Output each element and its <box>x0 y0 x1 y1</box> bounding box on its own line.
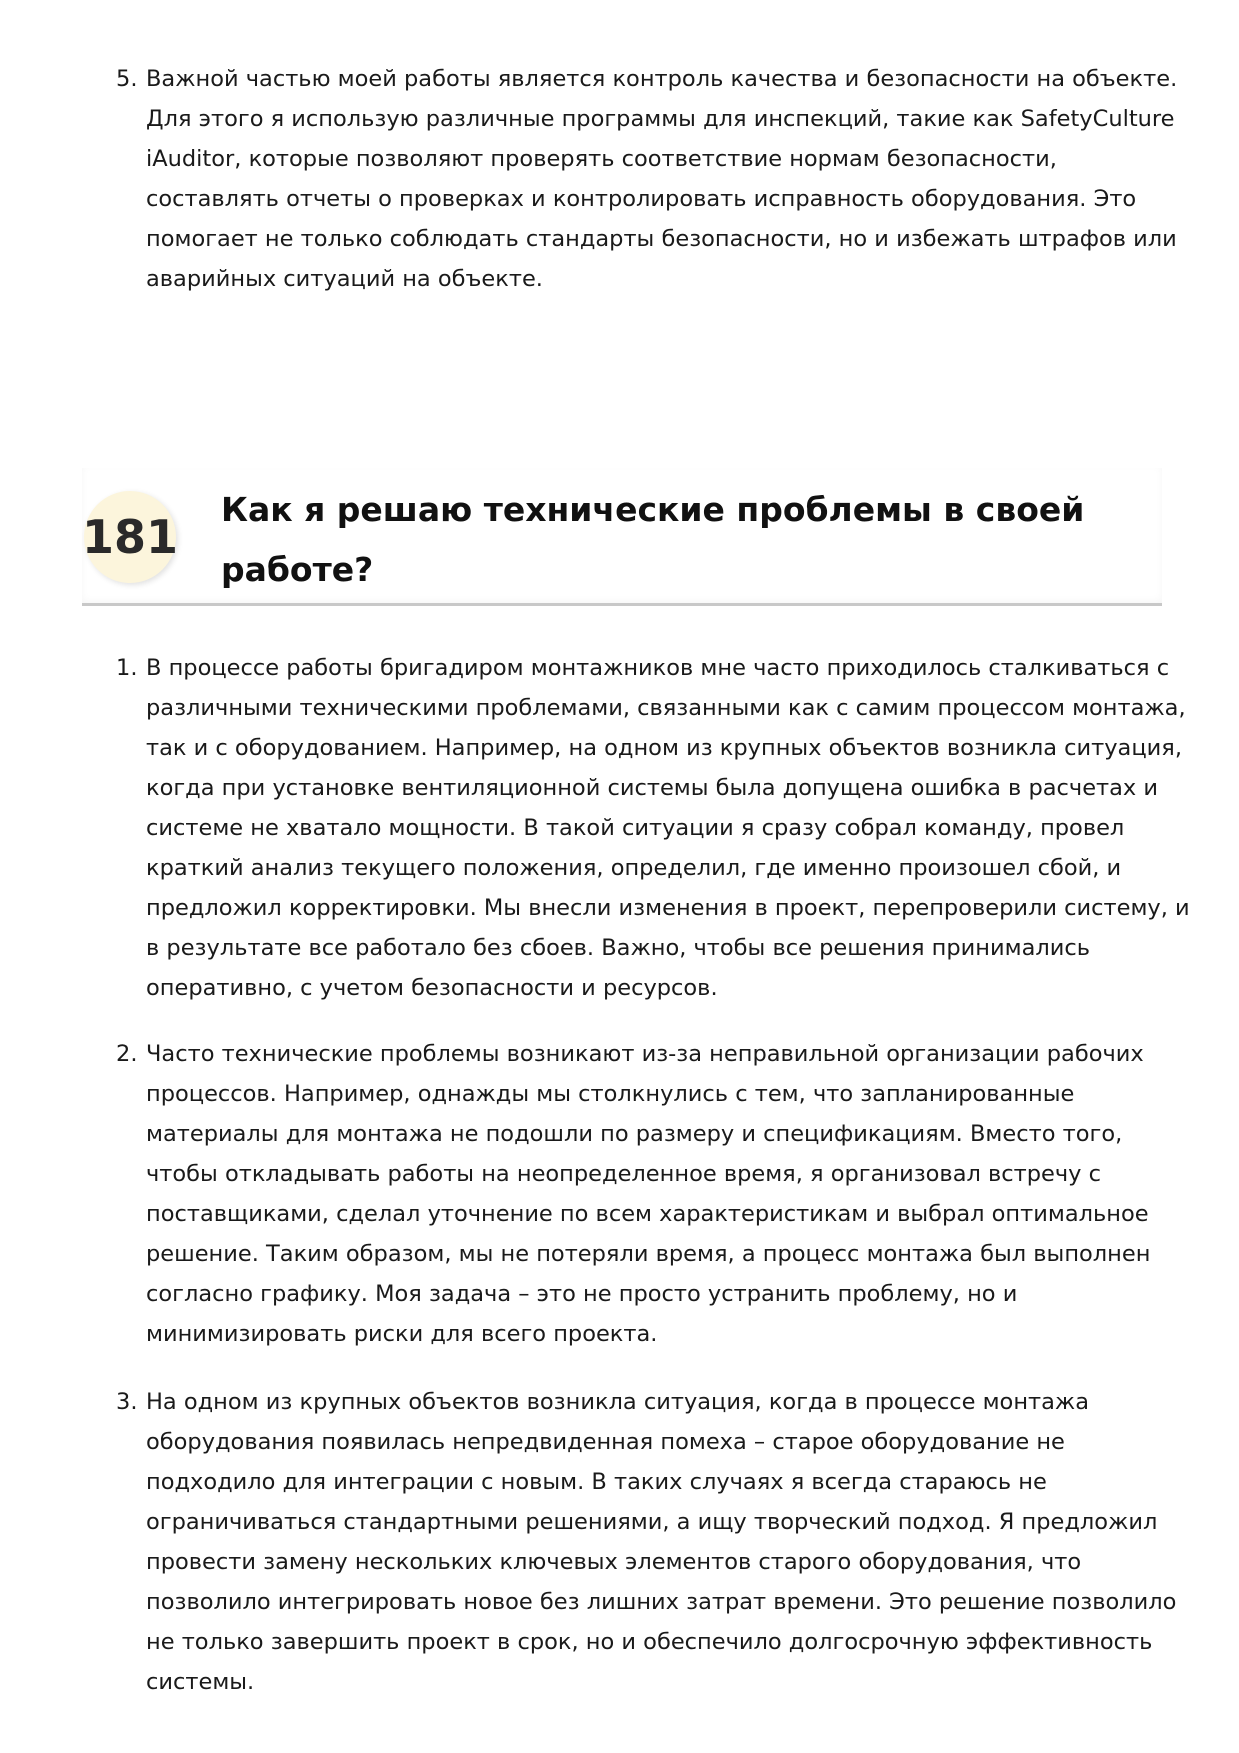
text-line: так и с оборудованием. Например, на одном из крупных объектов возникла ситуация, <box>146 735 1182 761</box>
text-line: поставщиками, сделал уточнение по всем характеристикам и выбрал оптимальное <box>146 1201 1149 1227</box>
text-line: краткий анализ текущего положения, определил, где именно произошел сбой, и <box>146 855 1122 881</box>
list-item <box>116 1382 1177 1702</box>
text-line: системе не хватало мощности. В такой ситуации я сразу собрал команду, провел <box>146 815 1125 841</box>
list-item-text <box>146 1034 1161 1354</box>
text-line: оперативно, с учетом безопасности и ресурсов. <box>146 975 718 1001</box>
text-line: материалы для монтажа не подошли по размеру и спецификациям. Вместо того, <box>146 1121 1123 1147</box>
text-line: процессов. Например, однажды мы столкнулись с тем, что запланированные <box>146 1081 1075 1107</box>
text-line: предложил корректировки. Мы внесли изменения в проект, перепроверили систему, и <box>146 895 1190 921</box>
text-line: когда при установке вентиляционной системы была допущена ошибка в расчетах и <box>146 775 1159 801</box>
section-title-line: работе? <box>221 550 374 589</box>
list-item <box>116 59 1178 299</box>
text-line: системы. <box>146 1669 255 1695</box>
text-line: Важной частью моей работы является контроль качества и безопасности на объекте. <box>146 66 1178 92</box>
text-line: аварийных ситуаций на объекте. <box>146 266 543 292</box>
text-line: согласно графику. Моя задача – это не просто устранить проблему, но и <box>146 1281 1018 1307</box>
text-line: решение. Таким образом, мы не потеряли время, а процесс монтажа был выполнен <box>146 1241 1151 1267</box>
text-line: составлять отчеты о проверках и контролировать исправность оборудования. Это <box>146 186 1137 212</box>
list-item-number: 5. <box>116 66 138 92</box>
list-item-number: 2. <box>116 1041 138 1067</box>
text-line: позволило интегрировать новое без лишних затрат времени. Это решение позволило <box>146 1589 1177 1615</box>
text-line: оборудования появилась непредвиденная помеха – старое оборудование не <box>146 1429 1065 1455</box>
text-line: провести замену нескольких ключевых элементов старого оборудования, что <box>146 1549 1082 1575</box>
text-line: помогает не только соблюдать стандарты безопасности, но и избежать штрафов или <box>146 226 1177 252</box>
text-line: Часто технические проблемы возникают из-за неправильной организации рабочих <box>146 1041 1144 1067</box>
list-item-text <box>146 59 1178 299</box>
question-number-badge: 181 <box>84 491 176 583</box>
text-line: В процессе работы бригадиром монтажников мне часто приходилось сталкиваться с <box>146 655 1170 681</box>
section-title <box>221 480 1121 600</box>
text-line: минимизировать риски для всего проекта. <box>146 1321 658 1347</box>
list-item-number: 3. <box>116 1389 138 1415</box>
text-line: iAuditor, которые позволяют проверять соответствие нормам безопасности, <box>146 146 1057 172</box>
text-line: в результате все работало без сбоев. Важно, чтобы все решения принимались <box>146 935 1091 961</box>
text-line: подходило для интеграции с новым. В таких случаях я всегда стараюсь не <box>146 1469 1047 1495</box>
text-line: различными техническими проблемами, связанными как с самим процессом монтажа, <box>146 695 1186 721</box>
list-item <box>116 648 1190 1008</box>
list-item-text <box>146 648 1190 1008</box>
section-header <box>82 468 1162 606</box>
list-item-text <box>146 1382 1177 1702</box>
text-line: На одном из крупных объектов возникла ситуация, когда в процессе монтажа <box>146 1389 1089 1415</box>
list-item <box>116 1034 1161 1354</box>
section-divider <box>82 603 1162 606</box>
text-line: Для этого я использую различные программы для инспекций, такие как SafetyCulture <box>146 106 1175 132</box>
text-line: ограничиваться стандартными решениями, а ищу творческий подход. Я предложил <box>146 1509 1158 1535</box>
list-item-number: 1. <box>116 655 138 681</box>
text-line: не только завершить проект в срок, но и обеспечило долгосрочную эффективность <box>146 1629 1153 1655</box>
text-line: чтобы откладывать работы на неопределенное время, я организовал встречу с <box>146 1161 1102 1187</box>
section-title-line: Как я решаю технические проблемы в своей <box>221 490 1085 529</box>
